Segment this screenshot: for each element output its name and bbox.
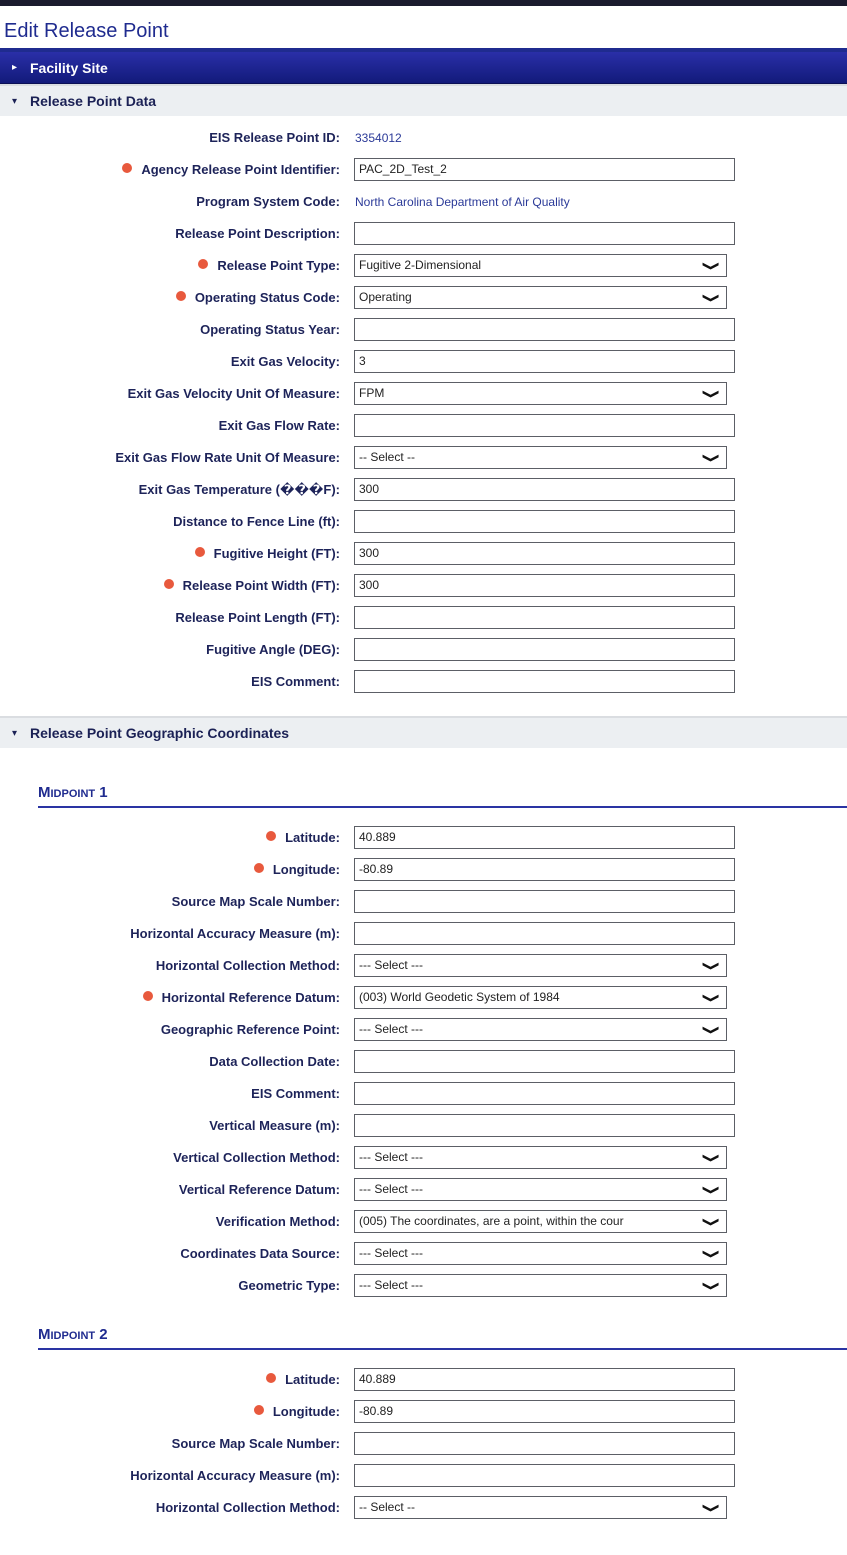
field-label: Exit Gas Temperature (���F): [138, 482, 340, 497]
horizontal-reference-datum-select[interactable]: (003) World Geodetic System of 1984 ❯ [354, 986, 727, 1009]
field-label: Vertical Measure (m): [209, 1118, 340, 1133]
form-row [0, 1428, 847, 1460]
field-label: Vertical Reference Datum: [178, 1182, 340, 1197]
required-dot-icon [254, 863, 264, 873]
vertical-measure-input[interactable] [354, 1114, 735, 1137]
chevron-down-icon: ❯ [702, 1280, 720, 1292]
midpoint-1-title: Midpoint 1 [38, 778, 847, 808]
chevron-down-icon: ❯ [702, 992, 720, 1004]
field-label: Agency Release Point Identifier: [0, 154, 340, 186]
chevron-down-icon: ❯ [702, 452, 720, 464]
section-header-geographic-coordinates[interactable] [0, 716, 847, 748]
form-row [0, 982, 847, 1014]
verification-method-select[interactable]: (005) The coordinates, are a point, within the cour ❯ [354, 1210, 727, 1233]
field-label: Program System Code: [196, 194, 340, 209]
form-row [0, 602, 847, 634]
midpoint-2-form [0, 1350, 847, 1524]
chevron-down-icon: ❯ [702, 1152, 720, 1164]
horizontal-accuracy-input[interactable] [354, 922, 735, 945]
form-row [0, 186, 847, 218]
field-label: Release Point Length (FT): [175, 610, 340, 625]
section-title: Release Point Data [30, 93, 157, 109]
required-dot-icon [266, 1373, 276, 1383]
vertical-collection-method-select[interactable]: --- Select --- ❯ [354, 1146, 727, 1169]
form-row [0, 1078, 847, 1110]
field-label: EIS Comment: [251, 674, 340, 689]
form-row [0, 1206, 847, 1238]
eis-comment-input[interactable] [354, 670, 735, 693]
chevron-down-icon: ❯ [702, 1184, 720, 1196]
field-label: Exit Gas Velocity Unit Of Measure: [127, 386, 340, 401]
release-point-type-select[interactable]: Fugitive 2-Dimensional ❯ [354, 254, 727, 277]
form-row [0, 506, 847, 538]
field-label: Operating Status Code: [0, 282, 340, 314]
field-label: Fugitive Angle (DEG): [206, 642, 340, 657]
field-label: Horizontal Collection Method: [155, 958, 340, 973]
form-row [0, 666, 847, 698]
form-row [0, 154, 847, 186]
page-title: Edit Release Point [0, 6, 847, 52]
exit-gas-flow-rate-uom-select[interactable]: -- Select -- ❯ [354, 446, 727, 469]
field-label: Operating Status Year: [200, 322, 340, 337]
field-label: Horizontal Reference Datum: [0, 982, 340, 1014]
horizontal-collection-method-select[interactable]: -- Select -- ❯ [354, 1496, 727, 1519]
field-label: Coordinates Data Source: [180, 1246, 340, 1261]
program-system-code-value: North Carolina Department of Air Quality [355, 195, 570, 209]
latitude-input[interactable]: 40.889 [354, 826, 735, 849]
required-dot-icon [122, 163, 132, 173]
section-title: Release Point Geographic Coordinates [30, 725, 290, 741]
form-row [0, 1270, 847, 1302]
chevron-down-icon: ❯ [702, 1216, 720, 1228]
section-header-release-point-data[interactable] [0, 84, 847, 116]
exit-gas-velocity-uom-select[interactable]: FPM ❯ [354, 382, 727, 405]
form-row [0, 282, 847, 314]
field-label: Longitude: [0, 854, 340, 886]
form-row [0, 474, 847, 506]
fence-line-distance-input[interactable] [354, 510, 735, 533]
chevron-down-icon: ❯ [702, 388, 720, 400]
field-label: Source Map Scale Number: [171, 894, 340, 909]
eis-comment-input[interactable] [354, 1082, 735, 1105]
section-title: Facility Site [30, 59, 108, 76]
form-row [0, 442, 847, 474]
release-point-width-input[interactable]: 300 [354, 574, 735, 597]
form-row [0, 346, 847, 378]
field-label: Horizontal Accuracy Measure (m): [130, 926, 340, 941]
source-map-scale-input[interactable] [354, 1432, 735, 1455]
form-row [0, 822, 847, 854]
field-label: Fugitive Height (FT): [0, 538, 340, 570]
latitude-input[interactable]: 40.889 [354, 1368, 735, 1391]
field-label: Vertical Collection Method: [173, 1150, 340, 1165]
field-label: Exit Gas Flow Rate: [218, 418, 340, 433]
chevron-down-icon: ❯ [702, 1024, 720, 1036]
form-row [0, 570, 847, 602]
fugitive-angle-input[interactable] [354, 638, 735, 661]
caret-down-icon: ▾ [12, 95, 18, 107]
field-label: Verification Method: [215, 1214, 340, 1229]
field-label: Exit Gas Flow Rate Unit Of Measure: [115, 450, 340, 465]
chevron-down-icon: ❯ [702, 1502, 720, 1514]
required-dot-icon [195, 547, 205, 557]
form-row [0, 1174, 847, 1206]
form-row [0, 538, 847, 570]
form-row [0, 218, 847, 250]
geographic-reference-point-select[interactable]: --- Select --- ❯ [354, 1018, 727, 1041]
eis-release-point-id-value: 3354012 [355, 131, 402, 145]
release-point-form [0, 116, 847, 698]
form-row [0, 854, 847, 886]
form-row [0, 378, 847, 410]
section-header-facility-site[interactable] [0, 52, 847, 84]
caret-down-icon: ▾ [12, 727, 18, 739]
form-row [0, 410, 847, 442]
field-label: Release Point Description: [175, 226, 340, 241]
field-label: Geometric Type: [238, 1278, 340, 1293]
longitude-input[interactable]: -80.89 [354, 1400, 735, 1423]
field-label: Geographic Reference Point: [160, 1022, 340, 1037]
exit-gas-velocity-input[interactable]: 3 [354, 350, 735, 373]
form-row [0, 250, 847, 282]
chevron-down-icon: ❯ [702, 960, 720, 972]
field-label: EIS Release Point ID: [209, 130, 340, 145]
field-label: EIS Comment: [251, 1086, 340, 1101]
field-label: Data Collection Date: [209, 1054, 340, 1069]
longitude-input[interactable]: -80.89 [354, 858, 735, 881]
field-label: Horizontal Collection Method: [155, 1500, 340, 1515]
form-row [0, 1460, 847, 1492]
form-row [0, 1364, 847, 1396]
form-row [0, 1046, 847, 1078]
required-dot-icon [254, 1405, 264, 1415]
form-row [0, 918, 847, 950]
form-row [0, 314, 847, 346]
required-dot-icon [164, 579, 174, 589]
vertical-reference-datum-select[interactable]: --- Select --- ❯ [354, 1178, 727, 1201]
midpoint-2-title: Midpoint 2 [38, 1320, 847, 1350]
form-row [0, 886, 847, 918]
form-row [0, 122, 847, 154]
horizontal-collection-method-select[interactable]: --- Select --- ❯ [354, 954, 727, 977]
field-label: Latitude: [0, 1364, 340, 1396]
field-label: Distance to Fence Line (ft): [173, 514, 340, 529]
form-row [0, 1142, 847, 1174]
field-label: Release Point Type: [0, 250, 340, 282]
field-label: Horizontal Accuracy Measure (m): [130, 1468, 340, 1483]
midpoint-1-form [0, 808, 847, 1302]
agency-release-point-id-input[interactable]: PAC_2D_Test_2 [354, 158, 735, 181]
form-row [0, 634, 847, 666]
release-point-description-input[interactable] [354, 222, 735, 245]
form-row [0, 1110, 847, 1142]
field-label: Longitude: [0, 1396, 340, 1428]
field-label: Release Point Width (FT): [0, 570, 340, 602]
form-row [0, 1492, 847, 1524]
required-dot-icon [176, 291, 186, 301]
exit-gas-flow-rate-input[interactable] [354, 414, 735, 437]
form-row [0, 1014, 847, 1046]
field-label: Exit Gas Velocity: [230, 354, 340, 369]
form-row [0, 950, 847, 982]
required-dot-icon [266, 831, 276, 841]
fugitive-height-input[interactable]: 300 [354, 542, 735, 565]
operating-status-select[interactable]: Operating ❯ [354, 286, 727, 309]
chevron-down-icon: ❯ [702, 1248, 720, 1260]
form-row [0, 1396, 847, 1428]
operating-status-year-input[interactable] [354, 318, 735, 341]
required-dot-icon [143, 991, 153, 1001]
source-map-scale-input[interactable] [354, 890, 735, 913]
geometric-type-select[interactable]: --- Select --- ❯ [354, 1274, 727, 1297]
coordinates-data-source-select[interactable]: --- Select --- ❯ [354, 1242, 727, 1265]
field-label: Latitude: [0, 822, 340, 854]
form-row [0, 1238, 847, 1270]
chevron-down-icon: ❯ [702, 260, 720, 272]
chevron-down-icon: ❯ [702, 292, 720, 304]
field-label: Source Map Scale Number: [171, 1436, 340, 1451]
exit-gas-temperature-input[interactable]: 300 [354, 478, 735, 501]
required-dot-icon [198, 259, 208, 269]
caret-right-icon: ▸ [12, 62, 18, 73]
release-point-length-input[interactable] [354, 606, 735, 629]
horizontal-accuracy-input[interactable] [354, 1464, 735, 1487]
data-collection-date-input[interactable] [354, 1050, 735, 1073]
